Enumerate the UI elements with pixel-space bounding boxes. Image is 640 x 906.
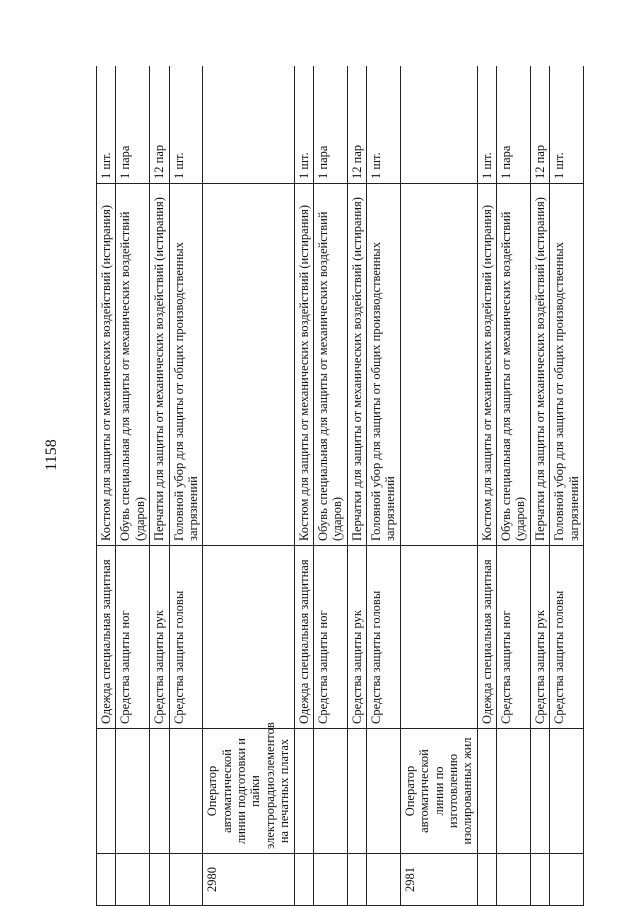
table-row <box>169 66 203 906</box>
profession-name <box>150 729 169 854</box>
table-row <box>497 66 531 906</box>
issue-quantity: 1 пара <box>313 66 347 184</box>
issue-quantity: 1 шт. <box>550 66 584 184</box>
row-number <box>150 854 169 906</box>
ppe-type: Средства защиты рук <box>530 546 549 729</box>
ppe-type: Средства защиты рук <box>347 546 366 729</box>
table-row <box>294 66 313 906</box>
row-number <box>497 854 531 906</box>
ppe-type: Одежда специальная защитная <box>294 546 313 729</box>
profession-name <box>530 729 549 854</box>
row-number <box>169 854 203 906</box>
profession-name <box>116 729 150 854</box>
ppe-description: Костюм для защиты от механических воздействий (истирания) <box>97 184 116 546</box>
issue-quantity: 1 шт. <box>97 66 116 184</box>
ppe-type: Средства защиты головы <box>367 546 401 729</box>
ppe-norms-table <box>96 66 584 906</box>
table-row <box>313 66 347 906</box>
ppe-type: Средства защиты рук <box>150 546 169 729</box>
table-row <box>477 66 496 906</box>
ppe-type: Средства защиты ног <box>313 546 347 729</box>
issue-quantity: 1 пара <box>116 66 150 184</box>
profession-name <box>313 729 347 854</box>
ppe-description: Перчатки для защиты от механических воздействий (истирания) <box>530 184 549 546</box>
table-row <box>347 66 366 906</box>
table-row <box>116 66 150 906</box>
profession-name <box>169 729 203 854</box>
profession-name: Оператор автоматической линии по изготовлению изолированных жил <box>400 729 477 854</box>
issue-quantity: 1 пара <box>497 66 531 184</box>
issue-quantity <box>400 66 477 184</box>
row-number <box>116 854 150 906</box>
page-number: 1158 <box>43 439 60 471</box>
ppe-description: Обувь специальная для защиты от механических воздействий (ударов) <box>313 184 347 546</box>
issue-quantity: 12 пар <box>150 66 169 184</box>
table-row <box>203 66 294 906</box>
rotated-table-wrapper <box>96 66 612 906</box>
ppe-type: Средства защиты ног <box>497 546 531 729</box>
profession-name <box>97 729 116 854</box>
ppe-description: Перчатки для защиты от механических воздействий (истирания) <box>347 184 366 546</box>
profession-name <box>347 729 366 854</box>
row-number <box>550 854 584 906</box>
ppe-description: Костюм для защиты от механических воздействий (истирания) <box>294 184 313 546</box>
ppe-type: Средства защиты ног <box>116 546 150 729</box>
row-number <box>313 854 347 906</box>
issue-quantity: 1 шт. <box>169 66 203 184</box>
table-row <box>150 66 169 906</box>
ppe-description: Обувь специальная для защиты от механических воздействий (ударов) <box>497 184 531 546</box>
row-number: 2980 <box>203 854 294 906</box>
profession-name: Оператор автоматической линии подготовки и пайки электрорадиоэлементов на печатных платах <box>203 729 294 854</box>
ppe-type: Средства защиты головы <box>169 546 203 729</box>
row-number <box>347 854 366 906</box>
ppe-type: Одежда специальная защитная <box>97 546 116 729</box>
landscape-table-area <box>96 66 612 906</box>
issue-quantity: 1 шт. <box>294 66 313 184</box>
ppe-description: Головной убор для защиты от общих производственных загрязнений <box>550 184 584 546</box>
ppe-description: Перчатки для защиты от механических воздействий (истирания) <box>150 184 169 546</box>
row-number <box>530 854 549 906</box>
ppe-description: Головной убор для защиты от общих производственных загрязнений <box>169 184 203 546</box>
issue-quantity: 12 пар <box>530 66 549 184</box>
profession-name <box>477 729 496 854</box>
ppe-type <box>400 546 477 729</box>
issue-quantity: 12 пар <box>347 66 366 184</box>
ppe-type <box>203 546 294 729</box>
row-number <box>294 854 313 906</box>
table-row <box>97 66 116 906</box>
ppe-description: Головной убор для защиты от общих производственных загрязнений <box>367 184 401 546</box>
ppe-type: Средства защиты головы <box>550 546 584 729</box>
row-number <box>367 854 401 906</box>
profession-name <box>367 729 401 854</box>
profession-name <box>497 729 531 854</box>
row-number: 2981 <box>400 854 477 906</box>
issue-quantity <box>203 66 294 184</box>
table-row <box>367 66 401 906</box>
table-row <box>530 66 549 906</box>
ppe-description <box>203 184 294 546</box>
issue-quantity: 1 шт. <box>367 66 401 184</box>
table-body <box>97 66 584 906</box>
ppe-description: Костюм для защиты от механических воздействий (истирания) <box>477 184 496 546</box>
ppe-description: Обувь специальная для защиты от механических воздействий (ударов) <box>116 184 150 546</box>
issue-quantity: 1 шт. <box>477 66 496 184</box>
table-row <box>400 66 477 906</box>
ppe-type: Одежда специальная защитная <box>477 546 496 729</box>
profession-name <box>294 729 313 854</box>
ppe-description <box>400 184 477 546</box>
profession-name <box>550 729 584 854</box>
table-row <box>550 66 584 906</box>
row-number <box>97 854 116 906</box>
row-number <box>477 854 496 906</box>
